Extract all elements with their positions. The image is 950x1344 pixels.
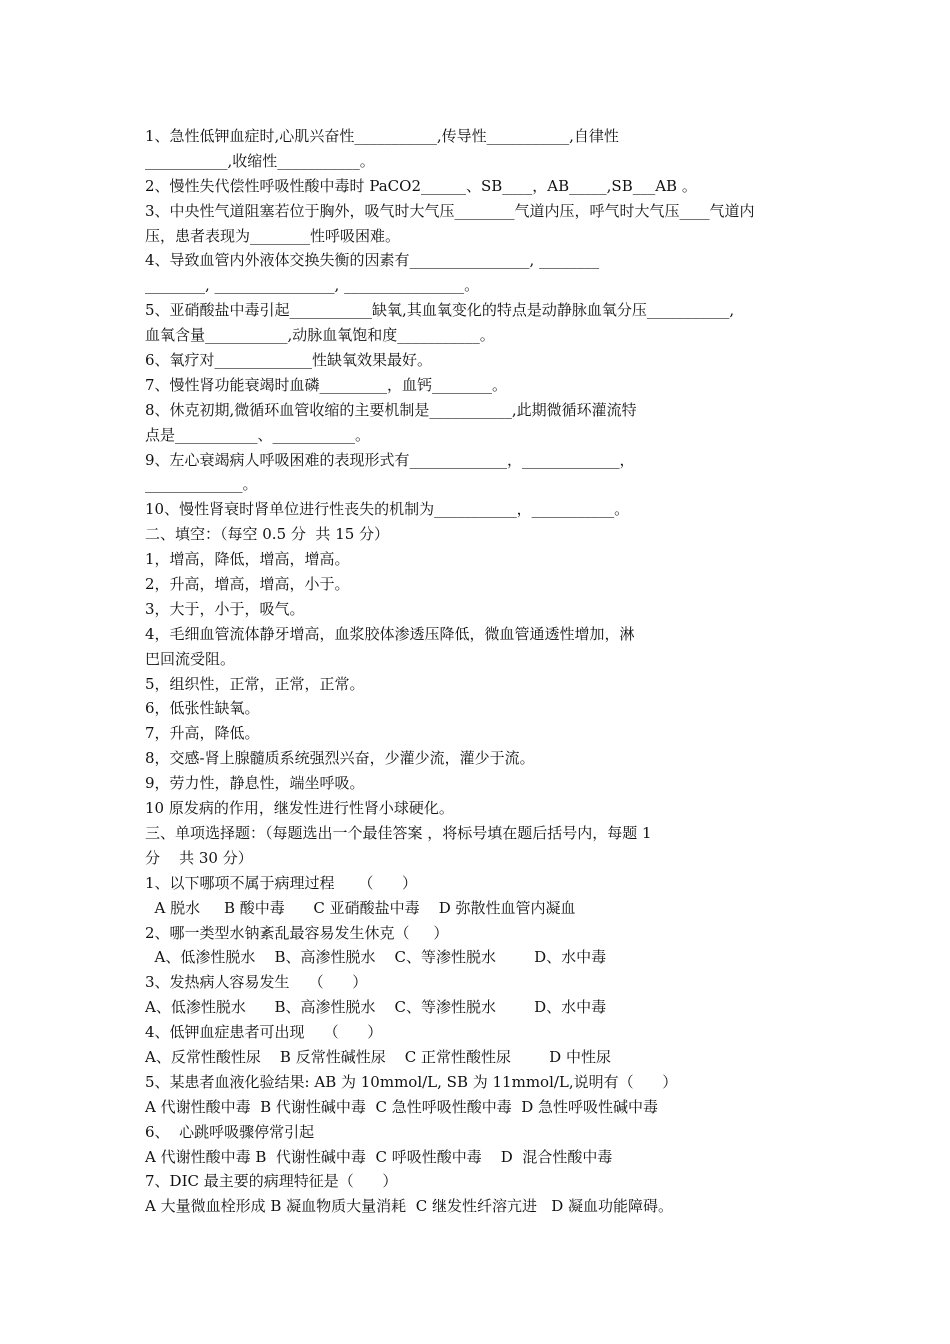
text-line: 压，患者表现为________性呼吸困难。 [145, 226, 401, 245]
text-line: 1、以下哪项不属于病理过程 （ ） [145, 873, 417, 892]
text-line: A 脱水 B 酸中毒 C 亚硝酸盐中毒 D 弥散性血管内凝血 [145, 898, 576, 917]
text-line: 8、休克初期,微循环血管收缩的主要机制是___________,此期微循环灌流特 [145, 400, 637, 419]
text-line: 3，大于，小于，吸气。 [145, 599, 305, 618]
text-line: 9，劳力性，静息性，端坐呼吸。 [145, 774, 365, 793]
text-line: 7、慢性肾功能衰竭时血磷_________，血钙________。 [145, 375, 508, 394]
text-line: 3、中央性气道阻塞若位于胸外，吸气时大气压________气道内压，呼气时大气压____气道内 [145, 201, 755, 220]
text-line: A、反常性酸性尿 B 反常性碱性尿 C 正常性酸性尿 D 中性尿 [145, 1047, 611, 1066]
text-line: 2、哪一类型水钠紊乱最容易发生休克（ ） [145, 923, 449, 942]
text-line: 6、 心跳呼吸骤停常引起 [145, 1122, 315, 1141]
text-line: 5，组织性，正常，正常，正常。 [145, 674, 365, 693]
text-line: _____________。 [145, 475, 258, 494]
text-line: A、低渗性脱水 B、高渗性脱水 C、等渗性脱水 D、水中毒 [145, 998, 607, 1017]
text-line: 4、低钾血症患者可出现 （ ） [145, 1023, 383, 1042]
text-line: 2、慢性失代偿性呼吸性酸中毒时 PaCO2______、SB____，AB_____,SB___AB 。 [145, 176, 697, 195]
text-line: 点是___________、___________。 [145, 425, 371, 444]
text-line: 6，低张性缺氧。 [145, 699, 260, 718]
text-line: ___________,收缩性___________。 [145, 151, 375, 170]
text-line: 1，增高，降低，增高，增高。 [145, 550, 350, 569]
text-line: 5、某患者血液化验结果: AB 为 10mmol/L, SB 为 11mmol/L,说明有（ ） [145, 1072, 678, 1091]
text-line: 血氧含量___________,动脉血氧饱和度___________。 [145, 326, 495, 345]
text-line: 二、填空：（每空 0.5 分 共 15 分） [145, 525, 390, 544]
text-line: 1、急性低钾血症时,心肌兴奋性___________,传导性___________,自律性 [145, 127, 619, 145]
text-line: 8，交感-肾上腺髓质系统强烈兴奋，少灌少流，灌少于流。 [145, 749, 535, 768]
text-line: A 大量微血栓形成 B 凝血物质大量消耗 C 继发性纤溶亢进 D 凝血功能障碍。 [145, 1197, 674, 1216]
text-line: 4，毛细血管流体静牙增高，血浆胶体渗透压降低，微血管通透性增加，淋 [145, 624, 635, 643]
text-line: 10、慢性肾衰时肾单位进行性丧失的机制为___________，___________。 [145, 500, 630, 519]
text-line: ________, ________________, ________________。 [145, 276, 480, 295]
text-line: A 代谢性酸中毒 B 代谢性碱中毒 C 急性呼吸性酸中毒 D 急性呼吸性碱中毒 [145, 1097, 659, 1116]
text-line: 9、左心衰竭病人呼吸困难的表现形式有_____________，_____________， [145, 450, 635, 469]
text-line: 6、氧疗对_____________性缺氧效果最好。 [145, 351, 433, 370]
text-line: 4、导致血管内外液体交换失衡的因素有________________, ________ [145, 251, 600, 270]
document-body [145, 124, 825, 1219]
text-line: 2，升高，增高，增高，小于。 [145, 575, 350, 594]
text-line: 分 共 30 分） [145, 848, 253, 867]
text-line: 5、亚硝酸盐中毒引起___________缺氧,其血氧变化的特点是动静脉血氧分压___________, [145, 301, 735, 320]
text-line: 巴回流受阻。 [145, 649, 236, 668]
text-line: A 代谢性酸中毒 B 代谢性碱中毒 C 呼吸性酸中毒 D 混合性酸中毒 [145, 1147, 613, 1166]
text-line: 三、单项选择题：（每题选出一个最佳答案 ，将标号填在题后括号内，每题 1 [145, 823, 652, 842]
text-line: A、低渗性脱水 B、高渗性脱水 C、等渗性脱水 D、水中毒 [145, 948, 607, 967]
text-line: 7，升高，降低。 [145, 724, 260, 743]
text-line: 10 原发病的作用，继发性进行性肾小球硬化。 [145, 799, 454, 818]
text-line: 3、发热病人容易发生 （ ） [145, 973, 368, 992]
text-line: 7、DIC 最主要的病理特征是（ ） [145, 1172, 398, 1191]
